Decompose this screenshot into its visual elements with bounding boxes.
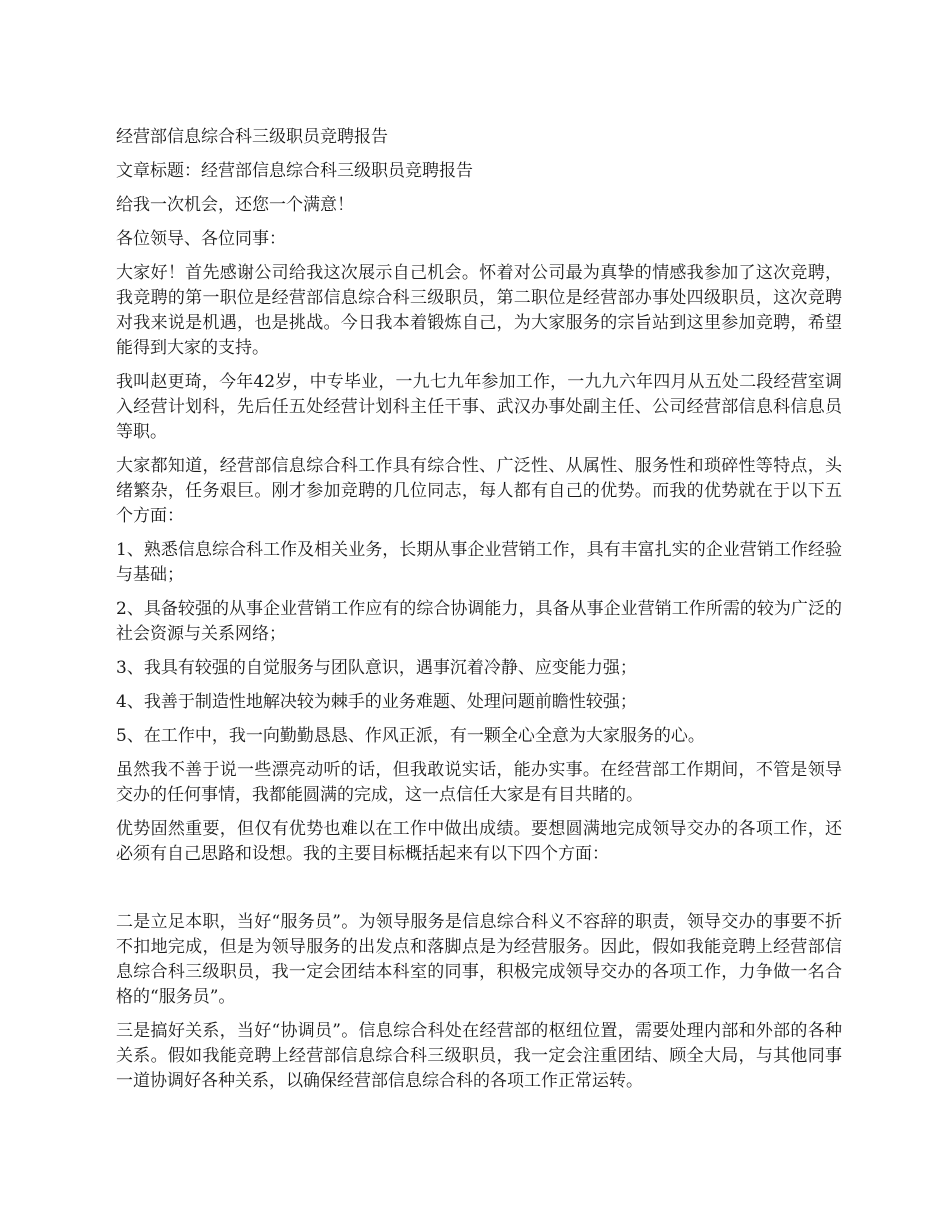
paragraph: 大家都知道，经营部信息综合科工作具有综合性、广泛性、从属性、服务性和琐碎性等特点，头绪繁杂，任务艰巨。刚才参加竞聘的几位同志，每人都有自己的优势。而我的优势就在于以下五个方面： [116,456,842,526]
paragraph: 虽然我不善于说一些漂亮动听的话，但我敢说实话，能办实事。在经营部工作期间，不管是领导交办的任何事情，我都能圆满的完成，这一点信任大家是有目共睹的。 [116,760,842,805]
list-item: 5、在工作中，我一向勤勤恳恳、作风正派，有一颗全心全意为大家服务的心。 [116,726,705,746]
document-subtitle: 文章标题：经营部信息综合科三级职员竞聘报告 [116,161,473,181]
list-item: 3、我具有较强的自觉服务与团队意识，遇事沉着冷静、应变能力强； [116,658,637,678]
list-item: 1、熟悉信息综合科工作及相关业务，长期从事企业营销工作，具有丰富扎实的企业营销工作经验与基础； [116,540,842,585]
document-title: 经营部信息综合科三级职员竞聘报告 [116,127,388,147]
list-item: 4、我善于制造性地解决较为棘手的业务难题、处理问题前瞻性较强； [116,692,637,712]
list-item: 2、具备较强的从事企业营销工作应有的综合协调能力，具备从事企业营销工作所需的较为广泛的社会资源与关系网络； [116,599,842,644]
paragraph: 我叫赵更琦，今年42岁，中专毕业，一九七九年参加工作，一九九六年四月从五处二段经营室调入经营计划科，先后任五处经营计划科主任干事、武汉办事处副主任、公司经营部信息科信息员等职。 [116,372,842,442]
document-greeting: 各位领导、各位同事： [116,229,286,249]
paragraph: 优势固然重要，但仅有优势也难以在工作中做出成绩。要想圆满地完成领导交办的各项工作，还必须有自己思路和设想。我的主要目标概括起来有以下四个方面： [116,819,842,864]
paragraph: 二是立足本职，当好“服务员”。为领导服务是信息综合科义不容辞的职责，领导交办的事要不折不扣地完成，但是为领导服务的出发点和落脚点是为经营服务。因此，假如我能竞聘上经营部信息综合科三级职员，我一定会团结本科室的同事，积极完成领导交办的各项工作，力争做一名合格的“服务员”。 [116,912,842,1007]
paragraph: 三是搞好关系，当好“协调员”。信息综合科处在经营部的枢纽位置，需要处理内部和外部的各种关系。假如我能竞聘上经营部信息综合科三级职员，我一定会注重团结、顾全大局，与其他同事一道协调好各种关系，以确保经营部信息综合科的各项工作正常运转。 [116,1021,842,1091]
document-slogan: 给我一次机会，还您一个满意！ [116,195,354,215]
document-body [116,125,842,1103]
paragraph: 大家好！首先感谢公司给我这次展示自己机会。怀着对公司最为真挚的情感我参加了这次竞聘，我竞聘的第一职位是经营部信息综合科三级职员，第二职位是经营部办事处四级职员，这次竞聘对我来说是机遇，也是挑战。今日我本着锻炼自己，为大家服务的宗旨站到这里参加竞聘，希望能得到大家的支持。 [116,263,842,358]
blank-line [116,876,842,910]
